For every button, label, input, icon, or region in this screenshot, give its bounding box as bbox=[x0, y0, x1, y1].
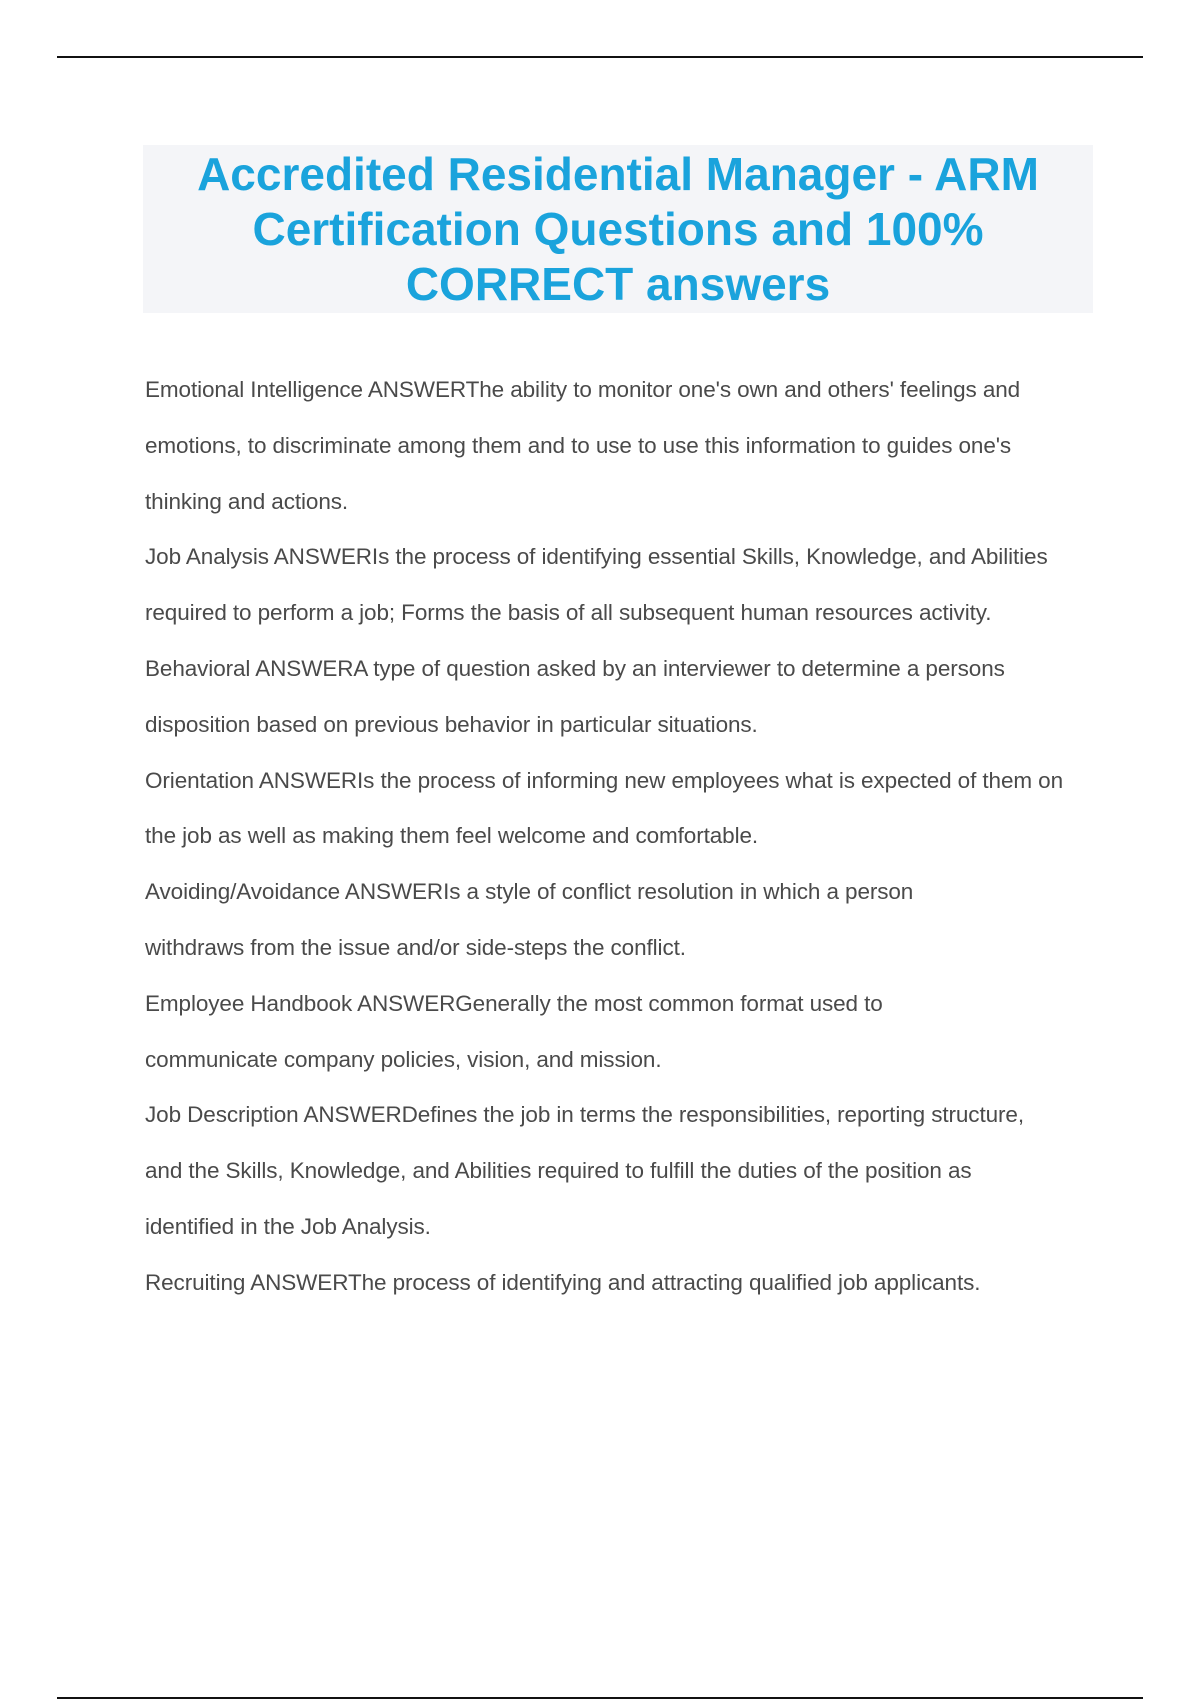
qa-entry-behavioral: Behavioral ANSWERA type of question asked by an interviewer to determine a persons disposition based on previous behavior in particular situations. bbox=[145, 655, 1005, 737]
footer-rule bbox=[57, 1697, 1143, 1699]
qa-list bbox=[145, 362, 1105, 1311]
qa-entry-avoidance: Avoiding/Avoidance ANSWERIs a style of conflict resolution in which a person withdraws from the issue and/or side-steps the conflict. bbox=[145, 879, 914, 960]
header-rule bbox=[57, 56, 1143, 58]
qa-entry-recruiting: Recruiting ANSWERThe process of identifying and attracting qualified job applicants. bbox=[145, 1269, 981, 1295]
qa-entry-emotional-intelligence: Emotional Intelligence ANSWERThe ability to monitor one's own and others' feelings and emotions, to discriminate among them and to use to use this information to guides one's thinking and actions. bbox=[145, 377, 1021, 514]
document-title: Accredited Residential Manager - ARM Certification Questions and 100% CORRECT answers bbox=[197, 147, 1039, 310]
qa-entry-employee-handbook: Employee Handbook ANSWERGenerally the most common format used to communicate company policies, vision, and mission. bbox=[145, 990, 883, 1072]
qa-entry-job-analysis: Job Analysis ANSWERIs the process of identifying essential Skills, Knowledge, and Abilities required to perform a job; Forms the basis of all subsequent human resources activity. bbox=[145, 544, 1048, 626]
qa-entry-orientation: Orientation ANSWERIs the process of informing new employees what is expected of them on the job as well as making them feel welcome and comfortable. bbox=[145, 767, 1063, 849]
title-banner bbox=[143, 145, 1093, 313]
qa-entry-job-description: Job Description ANSWERDefines the job in terms the responsibilities, reporting structure, and the Skills, Knowledge, and Abilities required to fulfill the duties of the position as identified in the Job Analysis. bbox=[145, 1102, 1024, 1239]
